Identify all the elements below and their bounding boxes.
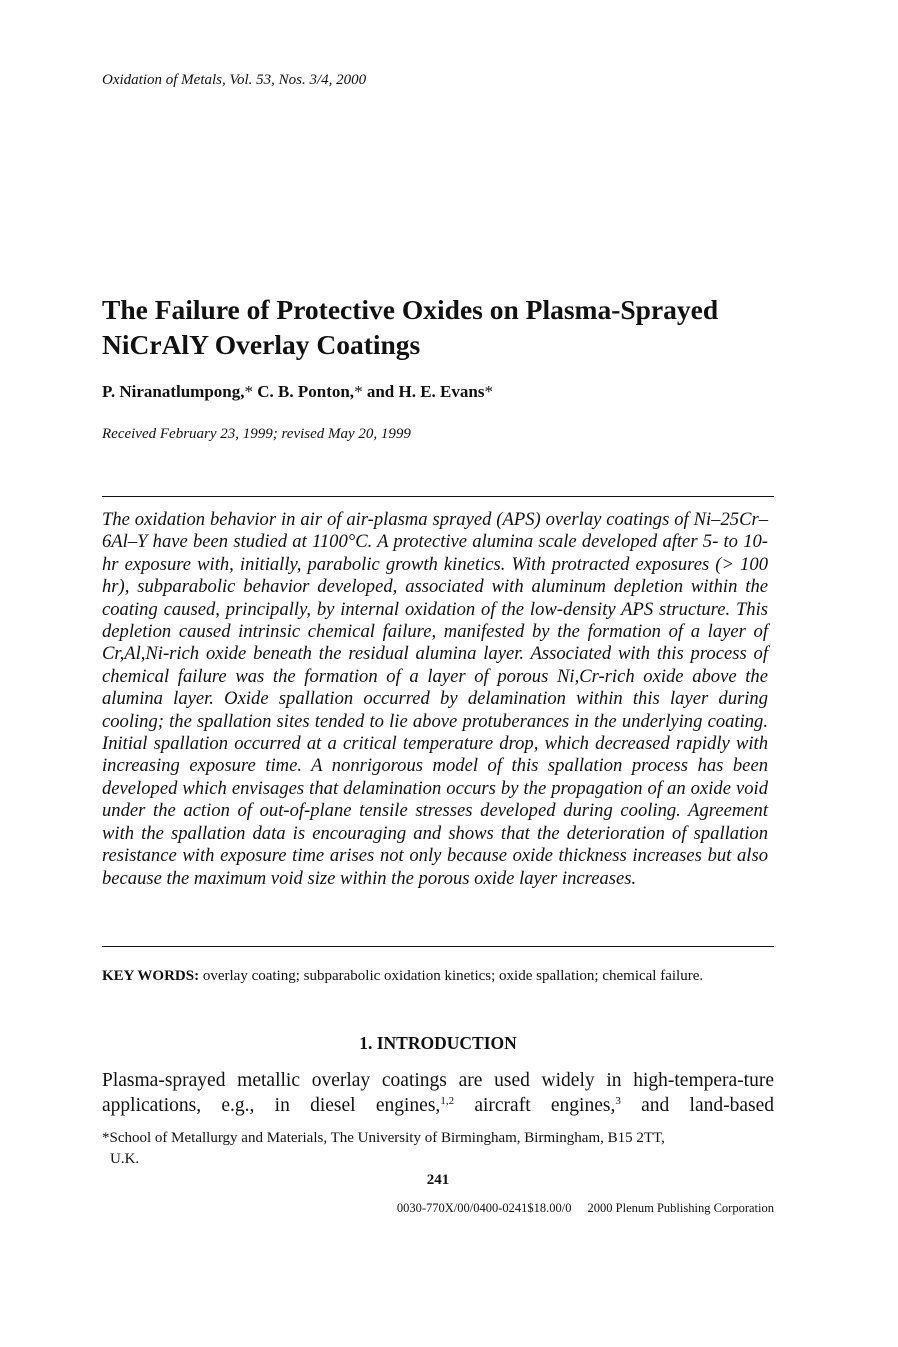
citation-ref[interactable]: 1,2	[440, 1095, 455, 1107]
intro-text: Plasma-sprayed metallic overlay coatings are used widely in high-tempera-ture applications, e.g., in diesel engines,	[102, 1070, 774, 1116]
publisher: 2000 Plenum Publishing Corporation	[587, 1201, 774, 1215]
keywords	[102, 967, 774, 986]
affiliation-footnote	[102, 1128, 774, 1170]
copyright-line	[397, 1201, 774, 1216]
received-dates: Received February 23, 1999; revised May 20, 1999	[102, 426, 411, 442]
footnote-line: U.K.	[110, 1151, 140, 1167]
abstract-top-rule	[102, 496, 774, 497]
abstract-text: The oxidation behavior in air of air-plasma sprayed (APS) overlay coatings of Ni–25Cr–6Al–Y have been studied at 1100°C. A protective alumina scale developed after 5- to 10-hr exposure with, initially, parabolic growth kinetics. With protracted exposures (> 100 hr), subparabolic behavior developed, associated with aluminum depletion within the coating caused, principally, by internal oxidation of the low-density APS structure. This depletion caused intrinsic chemical failure, manifested by the formation of a layer of Cr,Al,Ni-rich oxide beneath the residual alumina layer. Associated with this process of chemical failure was the formation of a layer of porous Ni,Cr-rich oxide above the alumina layer. Oxide spallation occurred by delamination within this layer during cooling; the spallation sites tended to lie above protuberances in the underlying coating. Initial spallation occurred at a critical temperature drop, which decreased rapidly with increasing exposure time. A nonrigorous model of this spallation process has been developed which envisages that delamination occurs by the propagation of an oxide void under the action of out-of-plane tensile stresses developed during cooling. Agreement with the spallation data is encouraging and shows that the deterioration of spallation resistance with exposure time arises not only because oxide thickness increases but also because the maximum void size within the porous oxide layer increases.	[102, 509, 768, 889]
keywords-label: KEY WORDS:	[102, 968, 200, 984]
introduction-paragraph	[102, 1068, 774, 1118]
footnote-line: *School of Metallurgy and Materials, The University of Birmingham, Birmingham, B15 2TT,	[102, 1130, 665, 1146]
keywords-text: overlay coating; subparabolic oxidation kinetics; oxide spallation; chemical failure.	[202, 968, 704, 984]
intro-text: aircraft engines,	[454, 1095, 616, 1116]
article-title: The Failure of Protective Oxides on Plasma-Sprayed NiCrAlY Overlay Coatings	[102, 294, 719, 360]
author-list	[102, 382, 493, 402]
journal-citation: Oxidation of Metals, Vol. 53, Nos. 3/4, 2000	[102, 72, 367, 88]
affiliation-mark: *	[354, 382, 363, 401]
affiliation-mark: *	[244, 382, 253, 401]
citation-ref[interactable]: 3	[615, 1095, 621, 1107]
author-name: and H. E. Evans	[366, 382, 485, 401]
intro-text: and land-based	[620, 1095, 774, 1116]
author-name: P. Niranatlumpong,	[102, 382, 245, 401]
article-code: 0030-770X/00/0400-0241$18.00/0	[396, 1201, 572, 1215]
affiliation-mark: *	[484, 382, 493, 401]
author-name: C. B. Ponton,	[257, 382, 355, 401]
section-heading-introduction: 1. INTRODUCTION	[359, 1033, 517, 1053]
page-number: 241	[426, 1172, 450, 1188]
abstract-bottom-rule	[102, 946, 774, 947]
